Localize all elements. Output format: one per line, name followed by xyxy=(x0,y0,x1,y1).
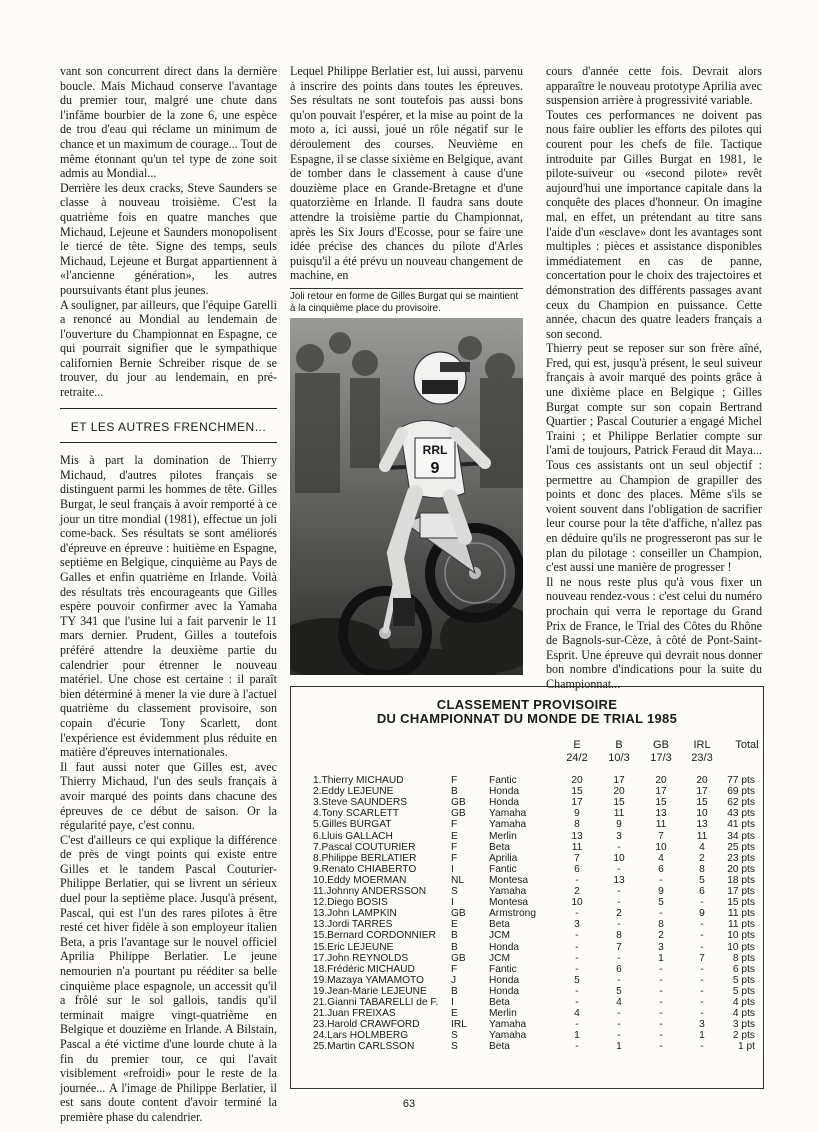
total-points: 11 pts xyxy=(728,919,755,931)
total-points: 2 pts xyxy=(732,1030,755,1042)
round-points: 20 xyxy=(696,775,708,786)
rider-bike: Fantic xyxy=(489,963,517,975)
paragraph: Mis à part la domination de Thierry Michaud, d'autres pilotes français se distinguent parmi les hommes de tête. Gilles Burgat, le seul français à avoir remporté à ce jour un titre mondial (1981), effectue un joli come-back. Ses résultats se sont améliorés d'épreuve en épreuve : huitième en Espagne, septième en Belgique, cinquième au Pays de Galles et enfin quatrième en Irlande. Voilà des résultats très encourageants que Gilles espère pouvoir confirmer avec la Yamaha TY 341 que l'usine lui a fait parvenir le 11 mars dernier. Prudent, Gilles a toutefois préféré attendre la deuxième partie du calendrier pour étrenner le nouveau matériel. Une chose est certaine : il paraît bien déterminé à mener la vie dure à l'actuel quatrième du classement provisoire, son copain d'écurie Tony Scarlett, dont l'expérience est évidemment plus réduite en matière d'épreuves internationales. xyxy=(60,453,277,760)
rider-bike: Merlin xyxy=(489,1008,517,1020)
column-header-b: B 10/3 xyxy=(608,739,630,764)
rider-bike: Montesa xyxy=(489,874,529,886)
rider-name: 13.John LAMPKIN xyxy=(313,908,397,920)
rider-nationality: S xyxy=(451,1041,458,1053)
rider-name: 6.Lluis GALLACH xyxy=(313,830,393,842)
column-header-total: Total xyxy=(735,739,759,751)
round-points: 20 xyxy=(655,775,667,786)
round-points: - xyxy=(617,886,621,897)
rider-name: 25.Martin CARLSSON xyxy=(313,1041,415,1053)
rider-nationality: J xyxy=(451,974,457,986)
round-points: 4 xyxy=(574,1008,580,1020)
round-points: 17 xyxy=(655,786,667,798)
round-points: - xyxy=(659,1041,663,1053)
table-row xyxy=(291,1041,763,1053)
round-points: - xyxy=(617,974,621,986)
total-points: 6 pts xyxy=(732,963,755,975)
section-heading: ET LES AUTRES FRENCHMEN... xyxy=(60,408,277,444)
rider-name: 15.Eric LEJEUNE xyxy=(313,941,394,953)
rider-nationality: F xyxy=(451,963,458,975)
round-points: 1 xyxy=(699,1030,705,1042)
round-points: - xyxy=(659,874,663,886)
round-points: 5 xyxy=(616,985,622,997)
rider-nationality: B xyxy=(451,985,458,997)
rider-name: 10.Eddy MOERMAN xyxy=(313,874,407,886)
round-points: 4 xyxy=(658,852,664,864)
total-points: 5 pts xyxy=(732,985,755,997)
round-points: 7 xyxy=(658,830,664,842)
total-points: 5 pts xyxy=(732,974,755,986)
round-points: 13 xyxy=(696,819,708,831)
round-points: - xyxy=(700,997,704,1008)
round-points: 8 xyxy=(574,819,580,831)
column-header-gb: GB 17/3 xyxy=(650,739,672,764)
round-points: - xyxy=(659,1019,663,1031)
round-points: - xyxy=(575,874,579,886)
round-points: - xyxy=(700,1041,704,1053)
rider-name: 19.Jean-Marie LEJEUNE xyxy=(313,985,427,997)
total-points: 43 pts xyxy=(727,808,755,820)
rider-nationality: B xyxy=(451,930,458,942)
round-points: 20 xyxy=(571,775,583,786)
rider-bike: Yamaha xyxy=(489,808,527,820)
rider-nationality: F xyxy=(451,841,458,853)
round-points: 17 xyxy=(571,797,583,809)
round-points: 2 xyxy=(574,886,580,897)
total-points: 17 pts xyxy=(727,886,755,897)
round-points: 13 xyxy=(571,830,583,842)
total-points: 4 pts xyxy=(732,997,755,1008)
round-points: 6 xyxy=(574,863,580,875)
total-points: 18 pts xyxy=(727,874,755,886)
round-points: 10 xyxy=(613,852,625,864)
rider-name: 4.Tony SCARLETT xyxy=(313,808,400,820)
total-points: 69 pts xyxy=(727,786,755,798)
round-points: 3 xyxy=(658,941,664,953)
rider-nationality: GB xyxy=(451,797,466,809)
rider-nationality: I xyxy=(451,863,454,875)
round-points: - xyxy=(575,908,579,920)
round-points: - xyxy=(659,908,663,920)
round-points: 7 xyxy=(699,952,705,964)
rider-bike: Beta xyxy=(489,919,510,931)
round-points: 6 xyxy=(616,963,622,975)
round-points: 15 xyxy=(696,797,708,809)
paragraph: vant son concurrent direct dans la dernière boucle. Mais Michaud conserve l'avantage du premier tour, malgré une chute dans l'infâme bourbier de la zone 6, une espèce de trou d'eau qui réclame un minimum de chance et un maximum de courage... Tout de même étonnant qu'un tel type de zone soit admis au Mondial... xyxy=(60,64,277,181)
rider-name: 15.Bernard CORDONNIER xyxy=(313,930,436,942)
rider-bike: Honda xyxy=(489,974,520,986)
round-points: - xyxy=(575,985,579,997)
round-points: - xyxy=(617,919,621,931)
rider-bike: Montesa xyxy=(489,897,529,909)
total-points: 1 pt xyxy=(738,1041,755,1053)
rider-nationality: GB xyxy=(451,808,466,820)
round-points: 11 xyxy=(613,808,625,820)
rider-name: 21.Gianni TABARELLI de F. xyxy=(313,997,439,1008)
round-points: 17 xyxy=(696,786,708,798)
rider-name: 7.Pascal COUTURIER xyxy=(313,841,416,853)
round-points: - xyxy=(700,930,704,942)
round-points: - xyxy=(659,1008,663,1020)
round-points: 6 xyxy=(699,886,705,897)
table-subtitle: DU CHAMPIONNAT DU MONDE DE TRIAL 1985 xyxy=(376,711,678,726)
round-points: - xyxy=(575,941,579,953)
total-points: 23 pts xyxy=(727,852,755,864)
round-points: 15 xyxy=(655,797,667,809)
round-points: - xyxy=(617,1019,621,1031)
trial-rider-photo xyxy=(290,318,523,675)
total-points: 3 pts xyxy=(732,1019,755,1031)
round-points: - xyxy=(575,1041,579,1053)
round-points: 6 xyxy=(658,863,664,875)
round-points: 11 xyxy=(571,841,583,853)
rider-bike: Honda xyxy=(489,786,520,798)
round-points: - xyxy=(575,1019,579,1031)
round-points: - xyxy=(575,997,579,1008)
round-points: - xyxy=(617,841,621,853)
rider-nationality: E xyxy=(451,919,458,931)
rider-nationality: I xyxy=(451,897,454,909)
round-points: - xyxy=(617,1030,621,1042)
rider-name: 13.Jordi TARRES xyxy=(313,919,393,931)
paragraph: A souligner, par ailleurs, que l'équipe Garelli a renoncé au Mondial au lendemain de l'ouverture du Championnat en Espagne, ce qui pourrait signifier que le sympathique californien Bernie Schreiber risque de se trouver, du jour au lendemain, en pré-retraite... xyxy=(60,297,277,400)
round-points: 15 xyxy=(571,786,583,798)
round-points: - xyxy=(700,897,704,909)
rider-name: 23.Harold CRAWFORD xyxy=(313,1019,420,1031)
round-points: - xyxy=(700,985,704,997)
round-points: - xyxy=(700,941,704,953)
rider-nationality: B xyxy=(451,786,458,798)
round-points: - xyxy=(575,963,579,975)
total-points: 8 pts xyxy=(732,952,755,964)
rider-nationality: F xyxy=(451,775,458,786)
round-points: 7 xyxy=(616,941,622,953)
round-points: 17 xyxy=(613,775,625,786)
rider-nationality: B xyxy=(451,941,458,953)
rider-bike: Honda xyxy=(489,797,520,809)
article-column-2 xyxy=(290,64,523,283)
rider-nationality: S xyxy=(451,1030,458,1042)
round-points: - xyxy=(575,952,579,964)
total-points: 34 pts xyxy=(727,830,755,842)
round-points: 10 xyxy=(696,808,708,820)
rider-name: 5.Gilles BURGAT xyxy=(313,819,392,831)
round-points: 5 xyxy=(574,974,580,986)
round-points: 1 xyxy=(658,952,664,964)
rider-name: 19.Mazaya YAMAMOTO xyxy=(313,974,424,986)
round-points: 10 xyxy=(655,841,667,853)
round-points: 11 xyxy=(655,819,667,831)
rider-name: 9.Renato CHIABERTO xyxy=(313,863,417,875)
rider-nationality: F xyxy=(451,852,458,864)
round-points: - xyxy=(659,963,663,975)
rider-nationality: E xyxy=(451,830,458,842)
round-points: 8 xyxy=(699,863,705,875)
rider-name: 8.Philippe BERLATIER xyxy=(313,852,417,864)
photo-caption: Joli retour en forme de Gilles Burgat qui se maintient à la cinquième place du provisoire. xyxy=(290,288,523,315)
rider-nationality: GB xyxy=(451,952,466,964)
round-points: 11 xyxy=(696,830,708,842)
paragraph: cours d'année cette fois. Devrait alors apparaître le nouveau prototype Aprilia avec suspension arrière à progressivité variable. xyxy=(546,64,762,108)
rider-nationality: S xyxy=(451,886,458,897)
total-points: 10 pts xyxy=(727,941,755,953)
rider-bike: Beta xyxy=(489,997,510,1008)
round-points: 9 xyxy=(699,908,705,920)
round-points: 4 xyxy=(699,841,705,853)
rider-nationality: I xyxy=(451,997,454,1008)
rider-bike: Fantic xyxy=(489,775,517,786)
rider-name: 24.Lars HOLMBERG xyxy=(313,1030,409,1042)
total-points: 62 pts xyxy=(727,797,755,809)
round-points: 8 xyxy=(658,919,664,931)
round-points: 2 xyxy=(658,930,664,942)
total-points: 10 pts xyxy=(727,930,755,942)
total-points: 25 pts xyxy=(727,841,755,853)
round-points: - xyxy=(700,974,704,986)
sponsor-text: RRL xyxy=(422,443,448,457)
rider-bike: Honda xyxy=(489,985,520,997)
rider-nationality: NL xyxy=(451,874,465,886)
paragraph: Il faut aussi noter que Gilles est, avec Thierry Michaud, l'un des seuls français à avoir marqué des points dans chacune des épreuves de ce début de saison. Or la régularité paye, c'est connu. xyxy=(60,759,277,833)
paragraph: C'est d'ailleurs ce qui explique la différence de près de vingt points qui existe entre Gilles et le tandem Pascal Couturier-Philippe Berlatier, qui se livrent un sérieux duel pour la septième place. Jusqu'à présent, Pascal, qui est l'un des rares pilotes à être resté cet hiver fidèle à son employeur italien Beta, a pris l'avantage sur le nouvel officiel Aprilia Philippe Berlatier. Le jeune nemourien n'a pourtant pu rééditer sa belle cinquième place espagnole, un accessit qu'il a frôlé sur le sol gallois, tandis qu'il terminait maigre vingt-quatrième en Belgique et douzième en Irlande. A Bilstain, Pascal a été victime d'une lourde chute à la fin du premier tour, ce qui l'avait visiblement «refroidi» pour le reste de la journée... A l'image de Philippe Berlatier, il est sans doute content d'avoir terminé la première phase du calendrier. xyxy=(60,832,277,1124)
rider-bike: Beta xyxy=(489,841,510,853)
round-points: 4 xyxy=(616,997,622,1008)
round-points: - xyxy=(659,1030,663,1042)
article-column-3 xyxy=(546,64,762,692)
rider-bike: Beta xyxy=(489,1041,510,1053)
article-column-1 xyxy=(60,64,277,1125)
round-points: - xyxy=(700,963,704,975)
round-points: - xyxy=(659,974,663,986)
round-points: - xyxy=(617,1008,621,1020)
rider-bike: Honda xyxy=(489,941,520,953)
table-title: CLASSEMENT PROVISOIRE xyxy=(436,697,618,712)
round-points: - xyxy=(617,897,621,909)
rider-bike: Yamaha xyxy=(489,1030,527,1042)
rider-bike: JCM xyxy=(489,930,510,942)
round-points: 13 xyxy=(613,874,625,886)
total-points: 11 pts xyxy=(728,908,755,920)
standings-table xyxy=(290,686,764,1089)
round-points: - xyxy=(575,930,579,942)
round-points: 2 xyxy=(616,908,622,920)
paragraph: Derrière les deux cracks, Steve Saunders se classe à nouveau troisième. C'est la quatrième fois en quatre manches que Michaud, Lejeune et Saunders monopolisent le tiercé de tête. Signe des temps, seuls Michaud, Lejeune et Burgat appartiennent à «l'ancienne génération», les autres poursuivants étant plus jeunes. xyxy=(60,180,277,297)
rider-bike: Aprilia xyxy=(489,852,518,864)
rider-nationality: IRL xyxy=(451,1019,467,1031)
total-points: 20 pts xyxy=(727,863,755,875)
round-points: 3 xyxy=(574,919,580,931)
rider-illustration xyxy=(290,318,523,675)
rider-name: 1.Thierry MICHAUD xyxy=(313,775,404,786)
column-header-e: E 24/2 xyxy=(566,739,588,764)
paragraph: Toutes ces performances ne doivent pas nous faire oublier les efforts des pilotes qui courent pour les chefs de file. Tactique introduite par Gilles Burgat en 1981, le pilote-suiveur ou «second pilote» revêt aujourd'hui une importance capitale dans la conquête des places d'honneur. On imagine mal, en effet, un prétendant au titre sans l'aide d'un «esclave» dont les avantages sont multiples : pièces et assistance disponibles immédiatement en cas de panne, concertation pour le choix des trajectoires et démonstration des différents passages avant ceux du Champion en puissance. Cette année, chacun des quatre leaders français a son second. xyxy=(546,107,762,341)
round-points: 2 xyxy=(699,852,705,864)
round-points: 15 xyxy=(613,797,625,809)
rider-name: 18.Frédéric MICHAUD xyxy=(313,963,415,975)
total-points: 15 pts xyxy=(727,897,755,909)
round-points: - xyxy=(659,997,663,1008)
round-points: - xyxy=(700,919,704,931)
round-points: 5 xyxy=(699,874,705,886)
round-points: 9 xyxy=(658,886,664,897)
round-points: - xyxy=(659,985,663,997)
round-points: - xyxy=(700,1008,704,1020)
rider-bike: Fantic xyxy=(489,863,517,875)
round-points: 8 xyxy=(616,930,622,942)
round-points: 13 xyxy=(655,808,667,820)
rider-bike: Armstrong xyxy=(489,908,536,920)
paragraph: Thierry peut se reposer sur son frère aîné, Fred, qui est, jusqu'à présent, le seul suiveur français à avoir marqué des points grâce à une dixième place en Belgique ; Gilles Burgat compte sur son copain Bertrand Quartier ; Pascal Couturier a engagé Michel Traini ; et Philippe Berlatier compte sur l'ami de toujours, Patrick Feraud dit Maya... Tous ces assistants ont un seul objectif : permettre au Champion de grapiller des points et donc des places. Même s'ils se voient souvent dans l'obligation de sacrifier leur course pour la tête d'affiche, n'allez pas en déduire qu'ils ne progresseront pas sur le plan du pilotage : conseiller un Champion, c'est aussi une manière de progresser ! xyxy=(546,341,762,575)
round-points: 10 xyxy=(571,897,583,909)
round-points: - xyxy=(617,952,621,964)
round-points: 3 xyxy=(616,830,622,842)
rider-nationality: E xyxy=(451,1008,458,1020)
rider-nationality: F xyxy=(451,819,458,831)
rider-name: 12.Diego BOSIS xyxy=(313,897,388,909)
rider-bike: Yamaha xyxy=(489,886,527,897)
round-points: 3 xyxy=(699,1019,705,1031)
round-points: 7 xyxy=(574,852,580,864)
rider-name: 11.Johnny ANDERSSON xyxy=(313,886,427,897)
page-number: 63 xyxy=(402,1098,416,1110)
round-points: 9 xyxy=(574,808,580,820)
column-header-irl: IRL 23/3 xyxy=(691,739,713,764)
round-points: 1 xyxy=(574,1030,580,1042)
paragraph: Lequel Philippe Berlatier est, lui aussi, parvenu à inscrire des points dans toutes les épreuves. Ses résultats ne sont toutefois pas aussi bons qu'on pouvait l'espérer, et la mise au point de la moto a, ici aussi, joué un rôle négatif sur le déroulement des courses. Neuvième en Espagne, il se classe sixième en Belgique, avant de tomber dans le classement à cause d'une douzième place en Grande-Bretagne et d'une quatorzième en Irlande. Il faudra sans doute attendre la troisième partie du Championnat, après les Six Jours d'Ecosse, pour se faire une idée précise des chances du pilote d'Arles puisqu'il a été prévu un nouveau changement de machine, en xyxy=(290,64,523,283)
rider-name: 17.John REYNOLDS xyxy=(313,952,409,964)
rider-name: 3.Steve SAUNDERS xyxy=(313,797,407,809)
plate-number: 9 xyxy=(430,460,440,477)
rider-bike: Yamaha xyxy=(489,819,527,831)
rider-name: 2.Eddy LEJEUNE xyxy=(313,786,394,798)
round-points: 1 xyxy=(616,1041,622,1053)
rider-bike: Yamaha xyxy=(489,1019,527,1031)
rider-nationality: GB xyxy=(451,908,466,920)
rider-bike: JCM xyxy=(489,952,510,964)
paragraph: Il ne nous reste plus qu'à vous fixer un nouveau rendez-vous : c'est celui du numéro prochain qui verra le reportage du Grand Prix de France, le Trial des Côtes du Rhône de Bagnols-sur-Cèze, à côté de Pont-Saint-Esprit. Une épreuve qui devrait nous donner bon nombre d'indications pour la suite du Championnat... xyxy=(546,574,762,691)
total-points: 41 pts xyxy=(727,819,755,831)
rider-bike: Merlin xyxy=(489,830,517,842)
total-points: 77 pts xyxy=(727,775,755,786)
round-points: 9 xyxy=(616,819,622,831)
round-points: 20 xyxy=(613,786,625,798)
total-points: 4 pts xyxy=(732,1008,755,1020)
round-points: 5 xyxy=(658,897,664,909)
round-points: - xyxy=(617,863,621,875)
rider-name: 21.Juan FREIXAS xyxy=(313,1008,396,1020)
